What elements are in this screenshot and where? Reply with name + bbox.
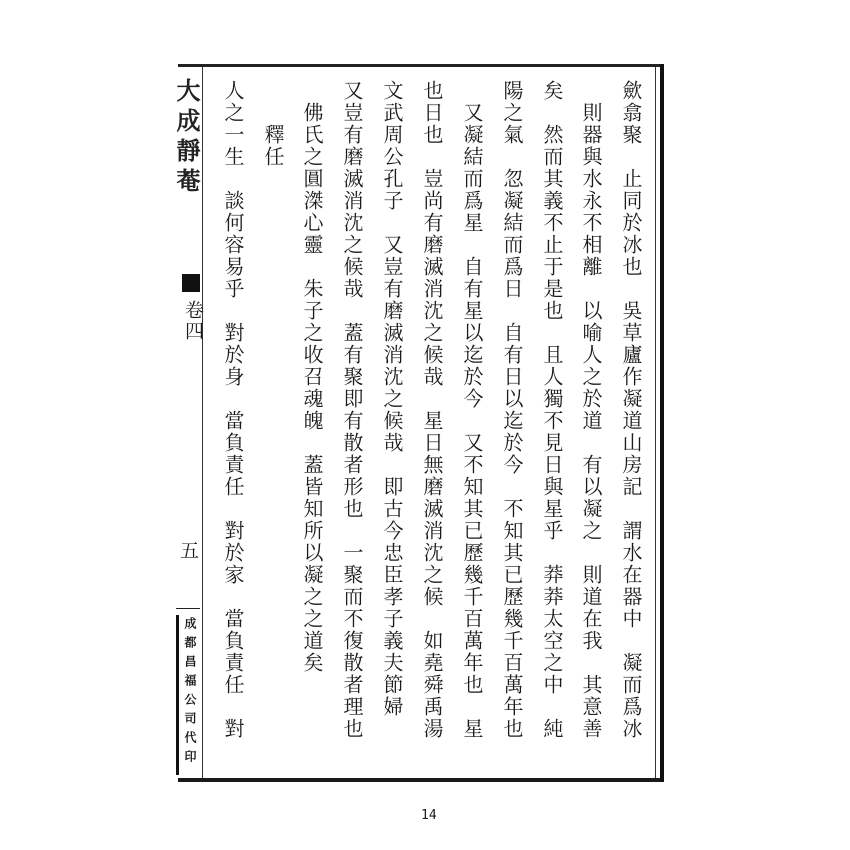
text-column-3: 矣 然而其義不止于是也 且人獨不見日與星乎 莽莽太空之中 純 xyxy=(540,80,564,740)
text-column-4: 陽之氣 忽凝結而爲日 自有日以迄於今 不知其已歷幾千百萬年也 xyxy=(500,80,524,740)
page-frame-top xyxy=(178,64,664,67)
page-frame-bottom xyxy=(178,778,664,782)
page-frame-right-thin xyxy=(655,67,656,778)
stamp-bar xyxy=(176,615,179,775)
printer-stamp xyxy=(176,608,200,777)
page-frame-right-thick xyxy=(660,64,664,782)
text-column-5: 又凝結而爲星 自有星以迄於今 又不知其已歷幾千百萬年也 星 xyxy=(460,102,484,740)
fish-tail-block xyxy=(182,274,200,292)
text-column-8: 又豈有磨滅消沈之候哉 蓋有聚即有散者形也 一聚而不復散者理也 xyxy=(340,80,364,740)
text-column-1: 歛翕聚 止同於冰也 吳草廬作凝道山房記 謂水在器中 凝而爲冰 xyxy=(619,80,643,740)
text-column-11: 人之一生 談何容易乎 對於身 當負責任 對於家 當負責任 對 xyxy=(221,80,245,740)
text-column-6: 也日也 豈尚有磨滅消沈之候哉 星日無磨滅消沈之候 如堯舜禹湯 xyxy=(420,80,444,740)
text-column-7: 文武周公孔子 又豈有磨滅消沈之候哉 即古今忠臣孝子義夫節婦 xyxy=(380,80,404,718)
page-number: 14 xyxy=(421,808,437,823)
stamp-text: 成都昌福公司代印 xyxy=(183,617,197,769)
margin-volume: 卷四 xyxy=(182,300,204,342)
margin-book-title: 大成靜菴 xyxy=(172,78,201,198)
text-column-9: 佛氏之圓滐心靈 朱子之收召魂魄 蓋皆知所以凝之之道矣 xyxy=(300,102,324,674)
text-column-2: 則器與水永不相離 以喻人之於道 有以凝之 則道在我 其意善 xyxy=(579,102,603,740)
margin-leaf-number: 五 xyxy=(180,540,200,562)
section-heading: 釋任 xyxy=(261,124,285,168)
